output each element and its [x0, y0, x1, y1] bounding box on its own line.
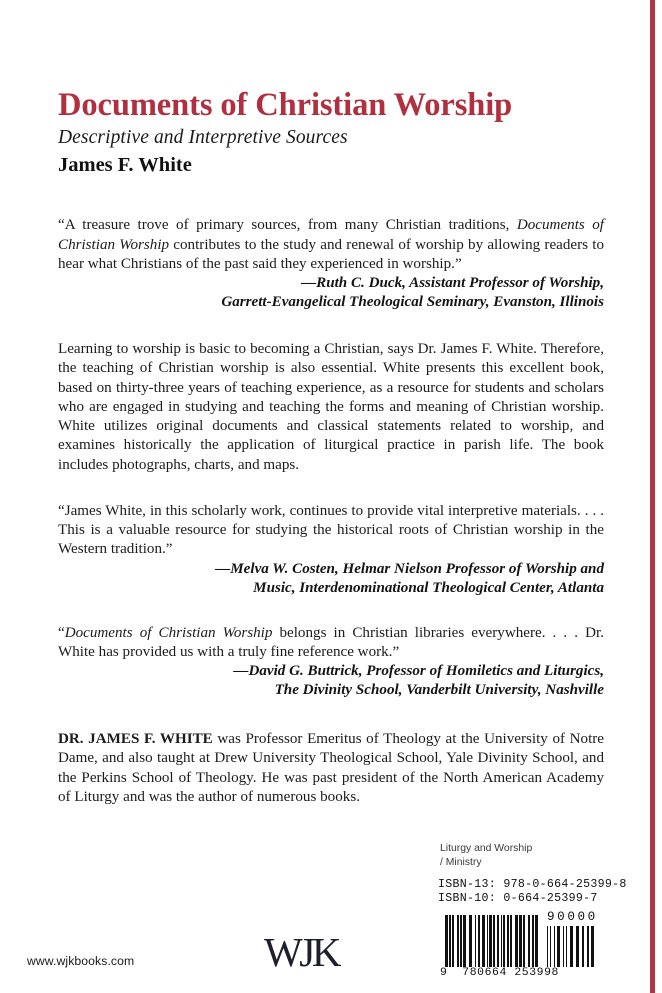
- blurb-attribution-2-line2: Music, Interdenominational Theological Center, Atlanta: [253, 579, 604, 596]
- blurb-attribution-2-line1: —Melva W. Costen, Helmar Nielson Professor of Worship and: [215, 560, 604, 577]
- blurb-1-title-italic: Documents of Christian Worship: [58, 217, 604, 253]
- publisher-logo: WJK: [264, 929, 339, 975]
- blurb-1-text-b: contributes to the study and renewal of worship by allowing readers to hear what Christians of the past said they experienced in worship.”: [58, 236, 604, 272]
- blurb-quote-1: [58, 216, 604, 274]
- blurb-attribution-1-line2: Garrett-Evangelical Theological Seminary, Evanston, Illinois: [221, 294, 604, 311]
- book-title: Documents of Christian Worship: [58, 87, 513, 123]
- category-label: [440, 842, 532, 870]
- category-line-2: / Ministry: [440, 857, 482, 869]
- isbn-13: ISBN-13: 978-0-664-25399-8: [438, 878, 627, 891]
- blurb-3-title-italic: Documents of Christian Worship: [64, 624, 273, 641]
- book-subtitle: Descriptive and Interpretive Sources: [58, 127, 348, 149]
- book-description: Learning to worship is basic to becoming a Christian, says Dr. James F. White. Therefore, the teaching of Christian worship is also essential. White presents this excellent book, based on thirty-three years of teaching experience, as a resource for students and scholars who are engaged in studying and teaching the forms and meaning of Christian worship. White utilizes original documents and classical statements related to worship, and examines historically the application of liturgical practice in parish life. The book includes photographs, charts, and maps.: [58, 341, 604, 473]
- blurb-attribution-3-line1: —David G. Buttrick, Professor of Homiletics and Liturgics,: [233, 663, 604, 679]
- barcode-digits: 9 780664 253998: [440, 967, 559, 979]
- blurb-quote-2: [58, 502, 604, 560]
- category-line-1: Liturgy and Worship: [440, 843, 533, 854]
- author-bio-name: DR. JAMES F. WHITE: [58, 731, 213, 748]
- book-author: James F. White: [58, 153, 192, 176]
- back-cover-content: [58, 0, 604, 807]
- barcode-main-bars: [445, 915, 541, 967]
- isbn-block: [438, 878, 627, 905]
- barcode-addon-digits: 90000: [547, 910, 598, 924]
- isbn-10: ISBN-10: 0-664-25399-7: [438, 891, 598, 905]
- blurb-3-text-b: belongs in Christian libraries everywhere. . . . Dr. White has provided us with a truly fine reference work.”: [58, 624, 604, 660]
- blurb-quote-3: [58, 624, 604, 662]
- barcode-addon-bars: [547, 926, 594, 967]
- blurb-2-text-a: “James White, in this scholarly work, continues to provide vital interpretive materials. . . . This is a valuable resource for studying the historical roots of Christian worship in the Western tradition.”: [58, 502, 604, 558]
- blurb-1-text-a: “A treasure trove of primary sources, from many Christian traditions,: [58, 217, 517, 234]
- cover-footer: [0, 828, 662, 993]
- blurb-attribution-3-line2: The Divinity School, Vanderbilt University, Nashville: [274, 682, 604, 699]
- blurb-3-text-a: “: [58, 624, 65, 641]
- blurb-attribution-1-line1: —Ruth C. Duck, Assistant Professor of Worship,: [301, 275, 604, 292]
- author-bio: [58, 730, 604, 807]
- author-bio-text: was Professor Emeritus of Theology at the University of Notre Dame, and also taught at Drew University Theological School, Yale Divinity School, and the Perkins School of Theology. He was past president of the North American Academy of Liturgy and was the author of numerous books.: [58, 731, 604, 805]
- publisher-website[interactable]: www.wjkbooks.com: [27, 954, 135, 968]
